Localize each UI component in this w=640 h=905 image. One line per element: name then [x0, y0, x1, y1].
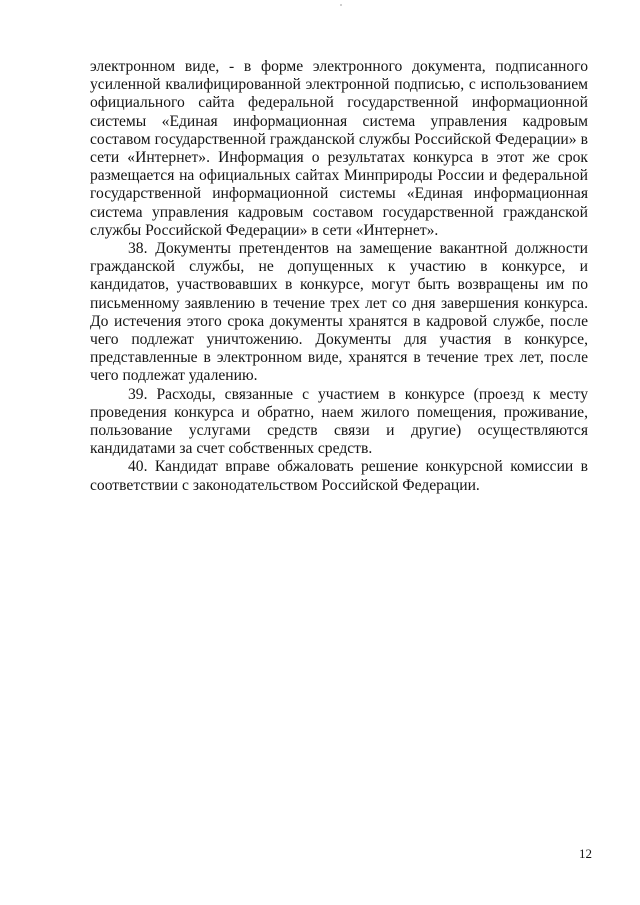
paragraph-39: 39. Расходы, связанные с участием в конкурсе (проезд к месту проведения конкурса и обратно, наем жилого помещения, проживание, пользование услугами средств связи и другие) осуществляются кандидатами за счет собственных средств. — [90, 385, 588, 458]
paragraph-continuation: электронном виде, - в форме электронного документа, подписанного усиленной квалифицированной электронной подписью, с использованием официального сайта федеральной государственной информационной системы «Единая информационная система управления кадровым составом государственной гражданской службы Российской Федерации» в сети «Интернет». Информация о результатах конкурса в этот же срок размещается на официальных сайтах Минприроды России и федеральной государственной информационной системы «Единая информационная система управления кадровым составом государственной гражданской службы Российской Федерации» в сети «Интернет». — [90, 58, 588, 239]
scan-artifact — [340, 4, 342, 6]
paragraph-40: 40. Кандидат вправе обжаловать решение конкурсной комиссии в соответствии с законодательством Российской Федерации. — [90, 458, 588, 494]
page-number: 12 — [579, 846, 592, 861]
body-text — [90, 58, 588, 495]
paragraph-38: 38. Документы претендентов на замещение вакантной должности гражданской службы, не допущенных к участию в конкурсе, и кандидатов, участвовавших в конкурсе, могут быть возвращены им по письменному заявлению в течение трех лет со дня завершения конкурса. До истечения этого срока документы хранятся в кадровой службе, после чего подлежат уничтожению. Документы для участия в конкурсе, представленные в электронном виде, хранятся в течение трех лет, после чего подлежат удалению. — [90, 240, 588, 385]
